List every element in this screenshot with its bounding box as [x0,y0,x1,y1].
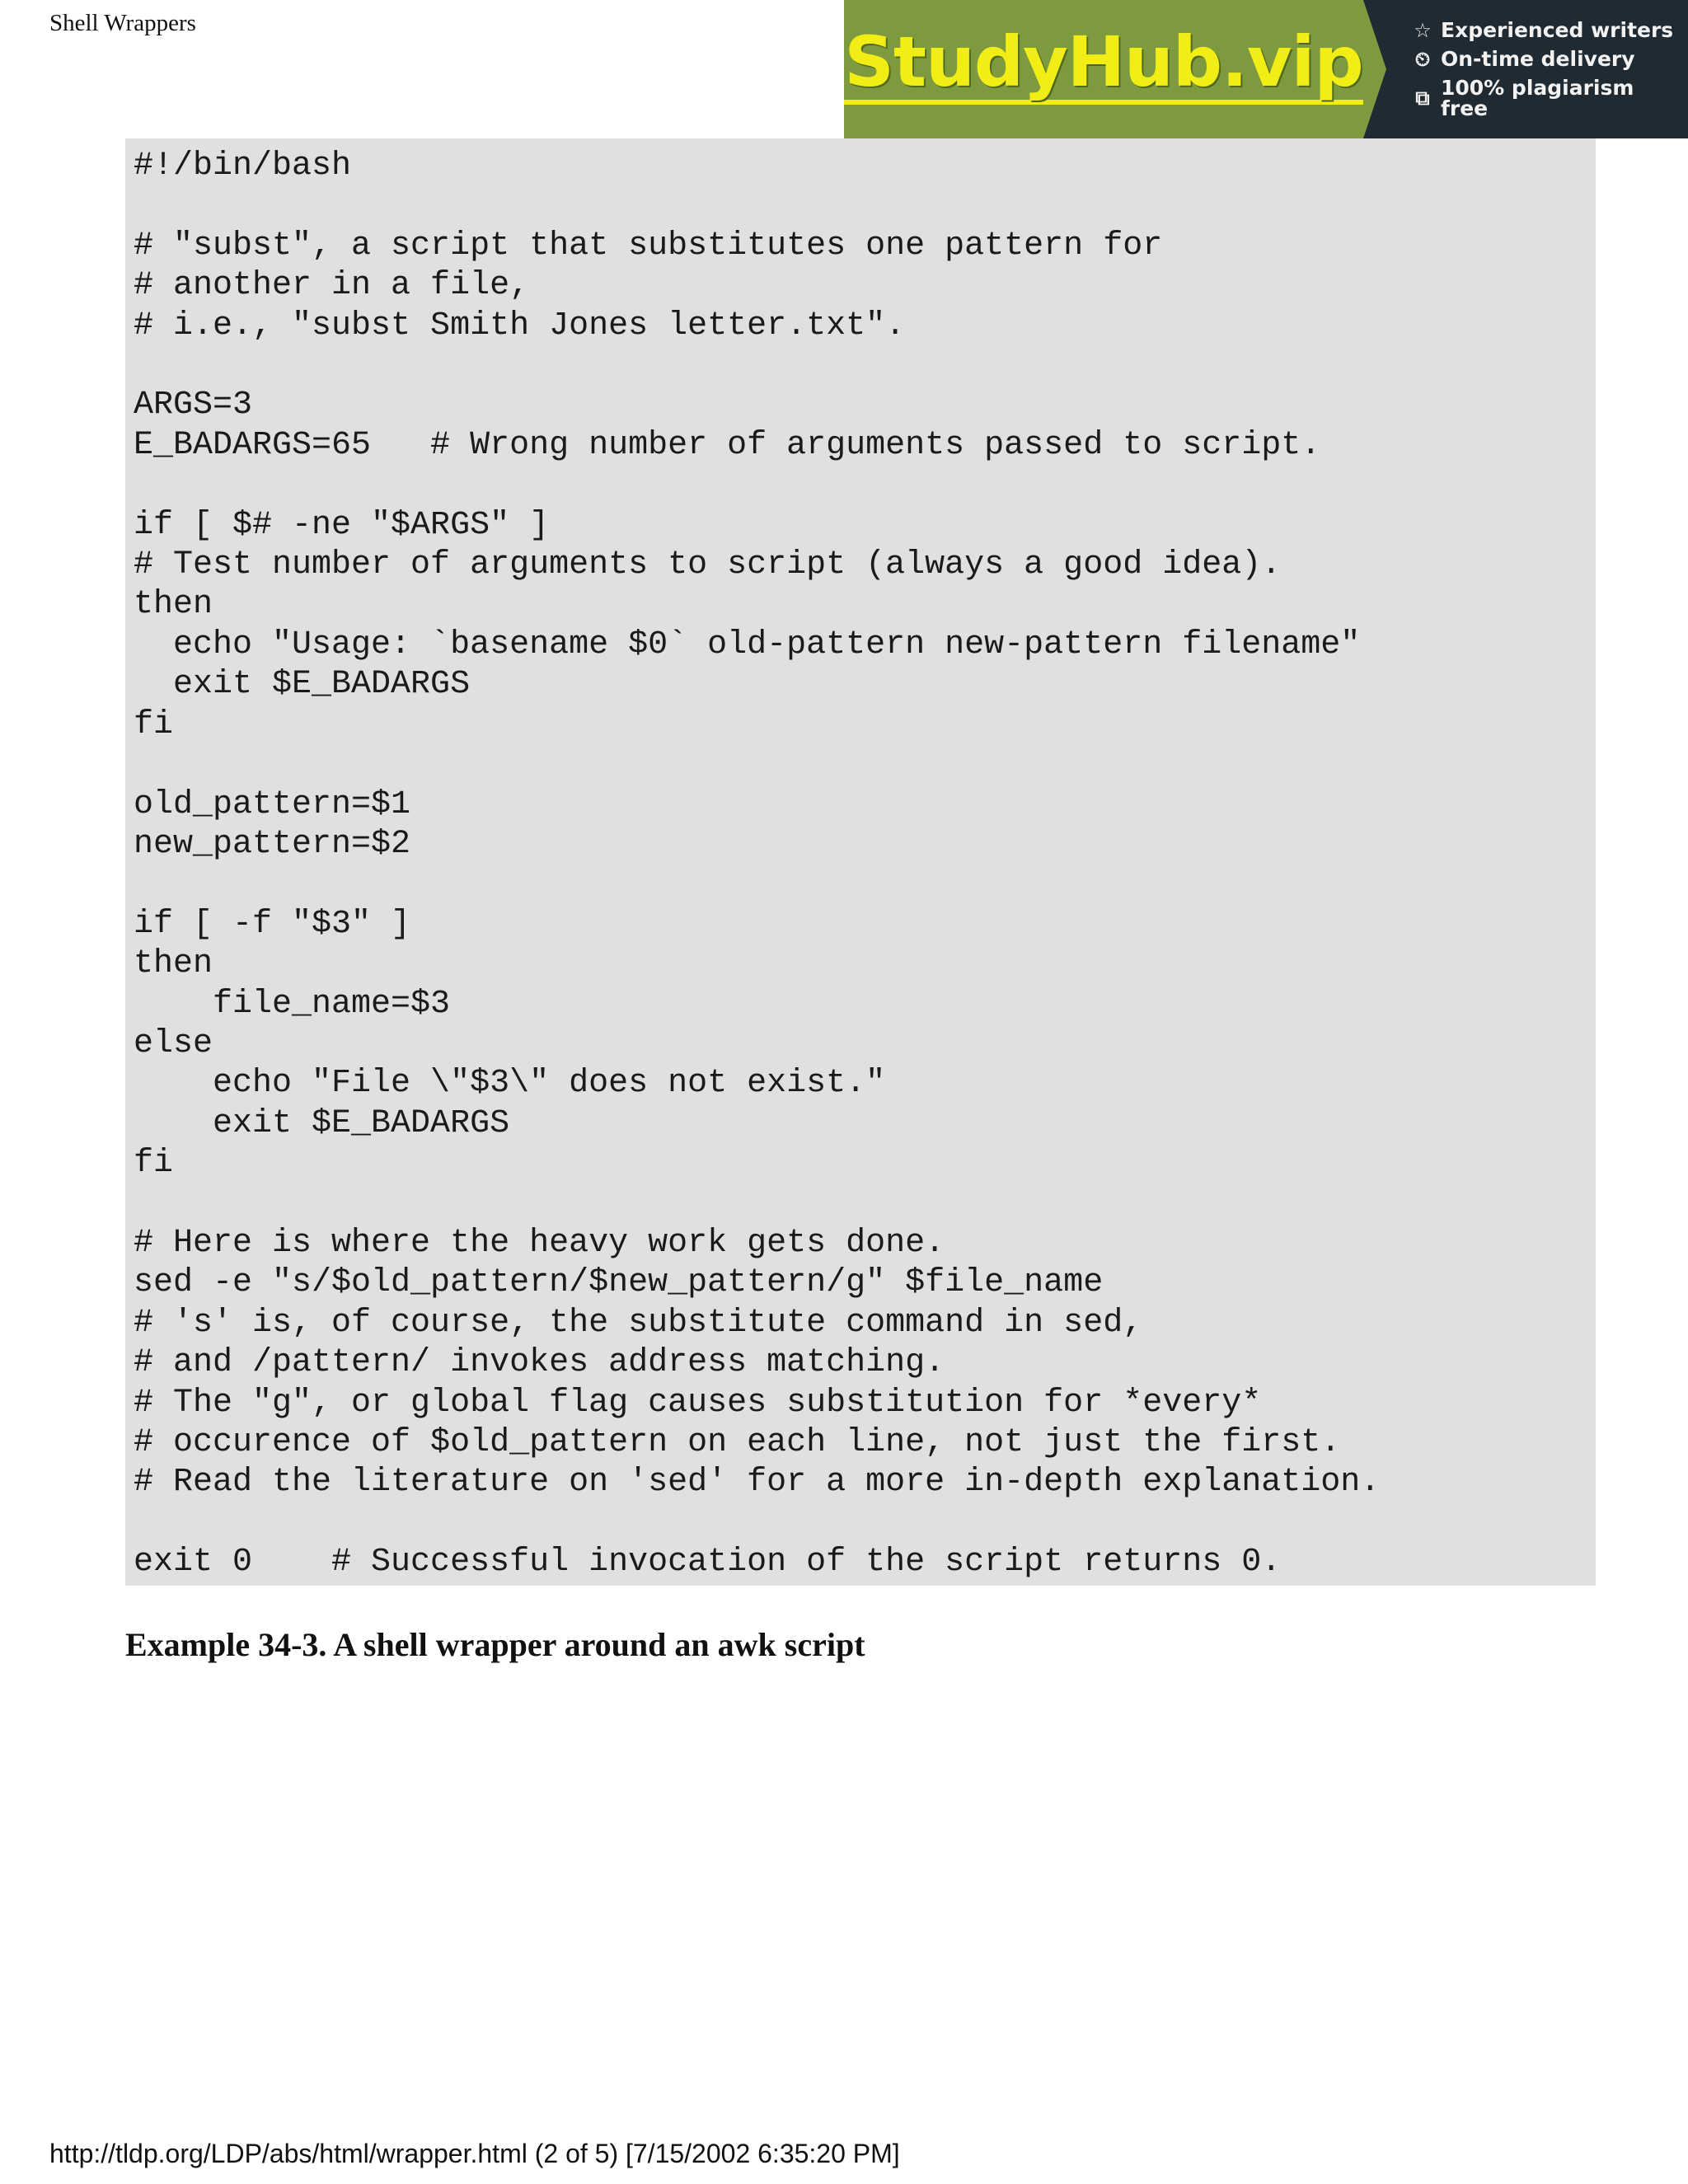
copy-icon: ⧉ [1415,87,1430,110]
code-text: #!/bin/bash # "subst", a script that substitutes one pattern for # another in a file, # i.e., "subst Smith Jones letter.txt". ARGS=3 E_BADARGS=65 # Wrong number of arguments passed to script. if [ $# -ne "$ARGS" ] # Test number of arguments to script (always a good idea). then echo "Usage: `basename $0` old-pattern new-pattern filename" exit $E_BADARGS fi old_pattern=$1 new_pattern=$2 if [ -f "$3" ] then file_name=$3 else echo "File \"$3\" does not exist." exit $E_BADARGS fi # Here is where the heavy work gets done. sed -e "s/$old_pattern/$new_pattern/g" $file_name # 's' is, of course, the substitute command in sed, # and /pattern/ invokes address matching. # The "g", or global flag causes substitution for *every* # occurence of $old_pattern on each line, not just the first. # Read the literature on 'sed' for a more in-depth explanation. exit 0 # Successful invocation of the script returns 0. [134,148,1381,1582]
brand-logo-text: StudyHub.vip [844,27,1362,105]
clock-icon: ⏲ [1414,47,1431,71]
star-icon: ☆ [1414,18,1432,42]
example-title: Example 34-3. A shell wrapper around an awk script [125,1626,865,1663]
code-listing [125,138,1596,1586]
feature-label: Experienced writers [1441,18,1674,42]
footer-url: http://tldp.org/LDP/abs/html/wrapper.html (2 of 5) [7/15/2002 6:35:20 PM] [49,2139,900,2168]
ad-banner[interactable] [844,0,1688,138]
banner-brand-panel[interactable] [844,0,1363,138]
feature-label: 100% plagiarism free [1440,76,1634,120]
running-header: Shell Wrappers [49,10,196,36]
feature-item [1413,20,1688,40]
feature-label: On-time delivery [1441,47,1635,71]
banner-features-panel [1363,0,1688,138]
feature-item [1413,77,1688,119]
banner-arrow-shape [1363,0,1386,138]
feature-item [1413,49,1688,69]
